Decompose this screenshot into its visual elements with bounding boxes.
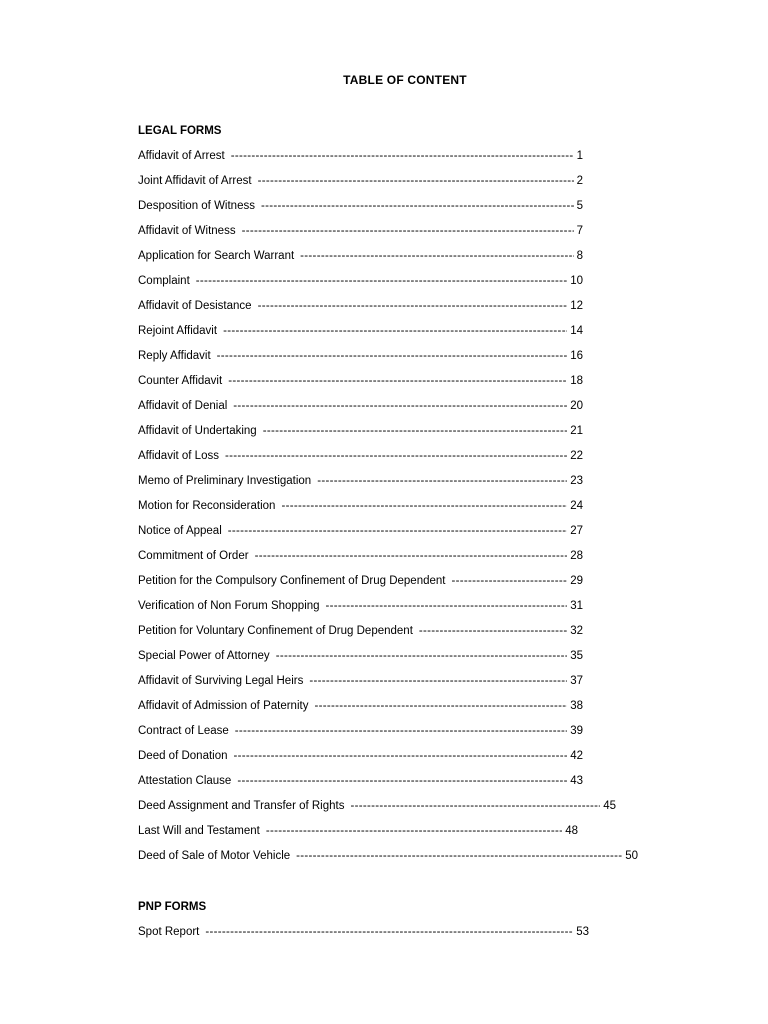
- toc-entry: [138, 323, 583, 348]
- dot-leader: [309, 673, 567, 689]
- toc-entry: [138, 798, 616, 823]
- entry-label: Petition for Voluntary Confinement of Drug Dependent: [138, 625, 413, 637]
- dot-leader: [296, 848, 622, 864]
- entry-label: Attestation Clause: [138, 775, 232, 787]
- toc-entry: [138, 548, 583, 573]
- entry-page: 20: [570, 400, 583, 412]
- entry-label: Motion for Reconsideration: [138, 500, 276, 512]
- dot-leader: [451, 573, 567, 589]
- dot-leader: [314, 698, 567, 714]
- toc-entry: [138, 298, 583, 323]
- entry-label: Commitment of Order: [138, 550, 249, 562]
- entry-page: 39: [570, 725, 583, 737]
- entry-label: Desposition of Witness: [138, 200, 255, 212]
- dot-leader: [300, 248, 573, 264]
- toc-entry: [138, 398, 583, 423]
- toc-entry: [138, 748, 583, 773]
- entry-label: Memo of Preliminary Investigation: [138, 475, 312, 487]
- entry-page: 45: [603, 800, 616, 812]
- page-title: TABLE OF CONTENT: [343, 73, 467, 87]
- entry-label: Affidavit of Undertaking: [138, 425, 257, 437]
- dot-leader: [228, 373, 567, 389]
- toc-entry: [138, 498, 583, 523]
- toc-entry: [138, 848, 638, 873]
- toc-entry: [138, 773, 583, 798]
- entry-page: 12: [570, 300, 583, 312]
- entry-page: 35: [570, 650, 583, 662]
- entry-page: 14: [570, 325, 583, 337]
- entry-label: Affidavit of Loss: [138, 450, 219, 462]
- dot-leader: [231, 148, 574, 164]
- toc-entry: [138, 823, 578, 848]
- toc-entry: [138, 673, 583, 698]
- entry-page: 43: [570, 775, 583, 787]
- dot-leader: [317, 473, 567, 489]
- entry-page: 32: [570, 625, 583, 637]
- toc-entry: [138, 348, 583, 373]
- dot-leader: [205, 924, 573, 940]
- dot-leader: [281, 498, 567, 514]
- toc-entry: [138, 698, 583, 723]
- entry-page: 53: [576, 926, 589, 938]
- entry-page: 5: [576, 200, 583, 212]
- section-heading: LEGAL FORMS: [138, 125, 222, 137]
- entry-page: 48: [565, 825, 578, 837]
- dot-leader: [225, 448, 567, 464]
- entry-label: Special Power of Attorney: [138, 650, 270, 662]
- dot-leader: [217, 348, 568, 364]
- entry-label: Affidavit of Denial: [138, 400, 228, 412]
- entry-page: 27: [570, 525, 583, 537]
- entry-page: 8: [576, 250, 583, 262]
- entry-page: 29: [570, 575, 583, 587]
- entry-page: 2: [576, 175, 583, 187]
- toc-entry: [138, 373, 583, 398]
- entry-page: 38: [570, 700, 583, 712]
- toc-entry: [138, 473, 583, 498]
- dot-leader: [350, 798, 600, 814]
- section-pnp-forms: [138, 899, 589, 949]
- entry-page: 23: [570, 475, 583, 487]
- entry-page: 16: [570, 350, 583, 362]
- entry-label: Complaint: [138, 275, 190, 287]
- entry-label: Affidavit of Arrest: [138, 150, 225, 162]
- entry-page: 1: [576, 150, 583, 162]
- dot-leader: [233, 398, 567, 414]
- entry-page: 7: [576, 225, 583, 237]
- entry-label: Deed Assignment and Transfer of Rights: [138, 800, 345, 812]
- entry-page: 31: [570, 600, 583, 612]
- entry-page: 50: [625, 850, 638, 862]
- entry-label: Deed of Donation: [138, 750, 228, 762]
- entry-label: Application for Search Warrant: [138, 250, 295, 262]
- dot-leader: [228, 523, 567, 539]
- toc-entry: [138, 924, 589, 949]
- entry-page: 22: [570, 450, 583, 462]
- dot-leader: [261, 198, 574, 214]
- toc-entry: [138, 198, 583, 223]
- dot-leader: [196, 273, 567, 289]
- entry-label: Deed of Sale of Motor Vehicle: [138, 850, 291, 862]
- entry-label: Last Will and Testament: [138, 825, 260, 837]
- toc-entry: [138, 723, 583, 748]
- dot-leader: [258, 298, 568, 314]
- entry-label: Affidavit of Witness: [138, 225, 236, 237]
- toc-entry: [138, 623, 583, 648]
- toc-entry: [138, 223, 583, 248]
- dot-leader: [326, 598, 568, 614]
- entry-page: 18: [570, 375, 583, 387]
- dot-leader: [266, 823, 562, 839]
- toc-entry: [138, 598, 583, 623]
- dot-leader: [258, 173, 574, 189]
- dot-leader: [419, 623, 567, 639]
- entry-page: 24: [570, 500, 583, 512]
- entry-page: 42: [570, 750, 583, 762]
- entry-label: Contract of Lease: [138, 725, 229, 737]
- dot-leader: [237, 773, 567, 789]
- toc-entry: [138, 573, 583, 598]
- entry-page: 10: [570, 275, 583, 287]
- entry-label: Spot Report: [138, 926, 200, 938]
- entry-label: Rejoint Affidavit: [138, 325, 218, 337]
- entry-label: Reply Affidavit: [138, 350, 211, 362]
- entry-label: Joint Affidavit of Arrest: [138, 175, 252, 187]
- entry-page: 37: [570, 675, 583, 687]
- toc-entry: [138, 248, 583, 273]
- entry-label: Counter Affidavit: [138, 375, 223, 387]
- section-heading: PNP FORMS: [138, 901, 207, 913]
- dot-leader: [242, 223, 574, 239]
- entry-label: Petition for the Compulsory Confinement of Drug Dependent: [138, 575, 446, 587]
- toc-entry: [138, 273, 583, 298]
- toc-entry: [138, 448, 583, 473]
- toc-entry: [138, 523, 583, 548]
- toc-entry: [138, 173, 583, 198]
- toc-entry: [138, 148, 583, 173]
- entry-page: 28: [570, 550, 583, 562]
- entry-label: Verification of Non Forum Shopping: [138, 600, 320, 612]
- toc-entry: [138, 423, 583, 448]
- entry-page: 21: [570, 425, 583, 437]
- entry-label: Affidavit of Desistance: [138, 300, 252, 312]
- dot-leader: [263, 423, 568, 439]
- entry-label: Affidavit of Surviving Legal Heirs: [138, 675, 304, 687]
- section-legal-forms: [138, 123, 638, 873]
- dot-leader: [255, 548, 568, 564]
- dot-leader: [235, 723, 567, 739]
- dot-leader: [234, 748, 568, 764]
- entry-label: Affidavit of Admission of Paternity: [138, 700, 309, 712]
- entry-label: Notice of Appeal: [138, 525, 222, 537]
- dot-leader: [276, 648, 568, 664]
- toc-entry: [138, 648, 583, 673]
- dot-leader: [223, 323, 567, 339]
